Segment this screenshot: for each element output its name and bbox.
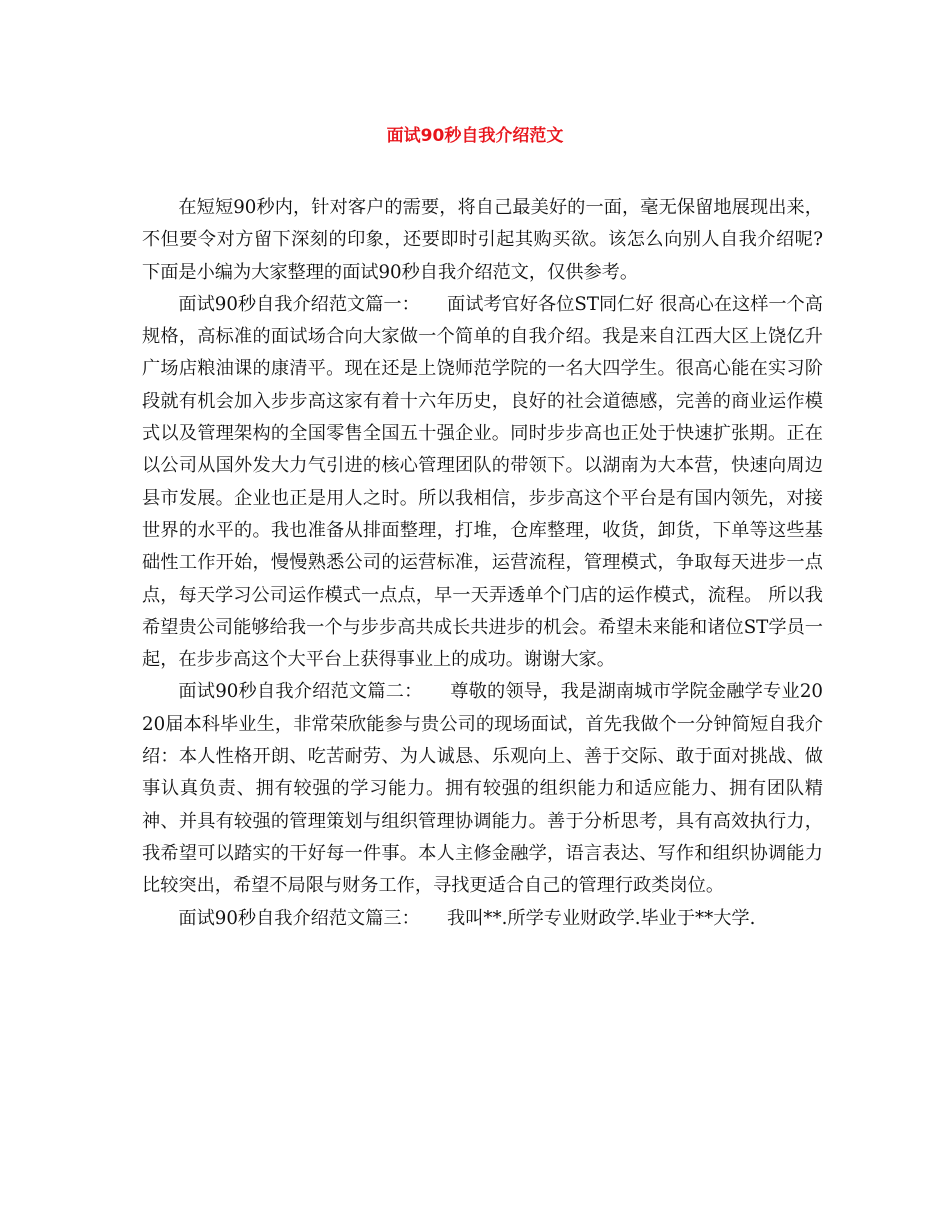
paragraph-sample-two: 面试90秒自我介绍范文篇二： 尊敬的领导，我是湖南城市学院金融学专业2020届本科毕业生，非常荣欣能参与贵公司的现场面试，首先我做个一分钟简短自我介绍：本人性格开朗、吃苦耐劳、为人诚恳、乐观向上、善于交际、敢于面对挑战、做事认真负责、拥有较强的学习能力。拥有较强的组织能力和适应能力、拥有团队精神、并具有较强的管理策划与组织管理协调能力。善于分析思考，具有高效执行力，我希望可以踏实的干好每一件事。本人主修金融学，语言表达、写作和组织协调能力比较突出，希望不局限与财务工作，寻找更适合自己的管理行政类岗位。 <box>142 681 823 897</box>
paragraph-sample-three: 面试90秒自我介绍范文篇三： 我叫**.所学专业财政学.毕业于**大学. <box>178 907 756 929</box>
paragraph-sample-one: 面试90秒自我介绍范文篇一： 面试考官好各位ST同仁好 很高心在这样一个高规格，高标准的面试场合向大家做一个简单的自我介绍。我是来自江西大区上饶亿升广场店粮油课的康清平。现在还是上饶师范学院的一名大四学生。很高心能在实习阶段就有机会加入步步高这家有着十六年历史，良好的社会道德感，完善的商业运作模式以及管理架构的全国零售全国五十强企业。同时步步高也正处于快速扩张期。正在以公司从国外发大力气引进的核心管理团队的带领下。以湖南为大本营，快速向周边县市发展。企业也正是用人之时。所以我相信，步步高这个平台是有国内领先，对接世界的水平的。我也准备从排面整理，打堆，仓库整理，收货，卸货，下单等这些基础性工作开始，慢慢熟悉公司的运营标准，运营流程，管理模式，争取每天进步一点点，每天学习公司运作模式一点点，早一天弄透单个门店的运作模式，流程。 所以我希望贵公司能够给我一个与步步高共成长共进步的机会。希望未来能和诸位ST学员一起，在步步高这个大平台上获得事业上的成功。谢谢大家。 <box>142 293 823 671</box>
paragraph-intro: 在短短90秒内，针对客户的需要，将自己最美好的一面，毫无保留地展现出来，不但要令对方留下深刻的印象，还要即时引起其购买欲。该怎么向别人自我介绍呢?下面是小编为大家整理的面试90秒自我介绍范文，仅供参考。 <box>142 197 823 283</box>
document-title: 面试90秒自我介绍范文 <box>386 126 564 146</box>
document-body <box>142 192 823 935</box>
